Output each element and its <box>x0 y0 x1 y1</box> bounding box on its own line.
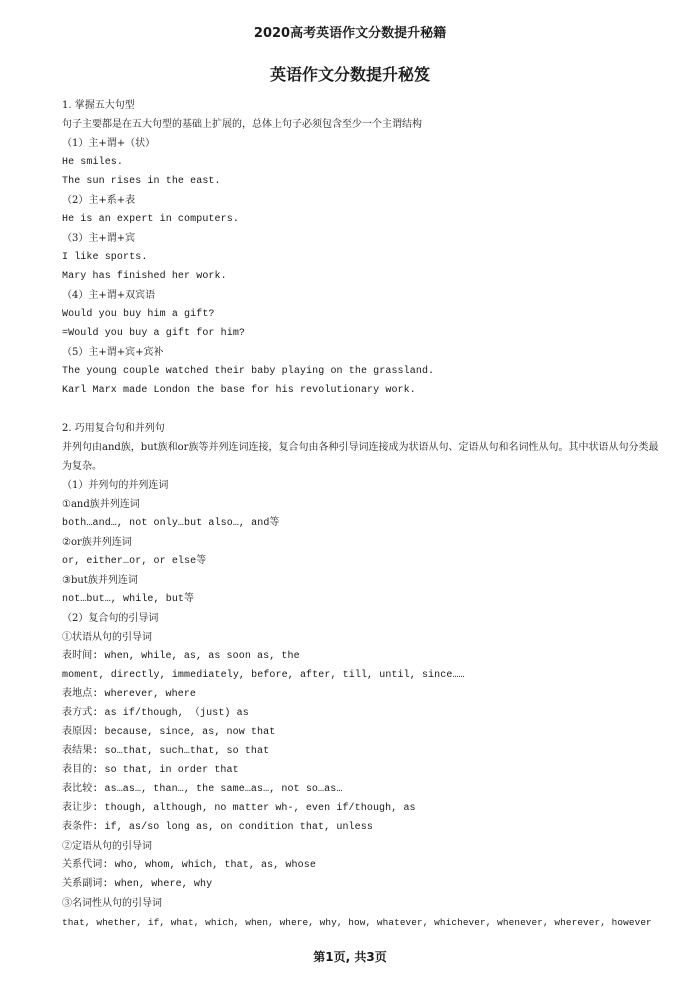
or-group-words: or, either…or, or else等 <box>62 556 207 567</box>
pattern-2-example-1: He is an expert in computers. <box>62 214 239 225</box>
pattern-5-example-2: Karl Marx made London the base for his revolutionary work. <box>62 385 416 396</box>
result-connectives: 表结果: so…that, such…that, so that <box>62 746 270 757</box>
pattern-5-label: （5）主+谓+宾+宾补 <box>62 347 164 358</box>
but-group-label: ③but族并列连词 <box>62 575 138 586</box>
manner-connectives: 表方式: as if/though, （just) as <box>62 708 249 719</box>
pattern-4-example-2: =Would you buy a gift for him? <box>62 328 246 339</box>
relative-adverbs: 关系副词: when, where, why <box>62 879 213 890</box>
and-group-label: ①and族并列连词 <box>62 499 140 510</box>
pattern-1-label: （1）主+谓+（状） <box>62 138 156 149</box>
attributive-clause-label: ②定语从句的引导词 <box>62 841 152 852</box>
section-2-heading: 2. 巧用复合句和并列句 <box>62 423 165 434</box>
and-group-words: both…and…, not only…but also…, and等 <box>62 518 280 529</box>
pattern-3-example-2: Mary has finished her work. <box>62 271 227 282</box>
time-connectives-line-2: moment, directly, immediately, before, after, till, until, since…… <box>62 670 465 681</box>
document-title: 英语作文分数提升秘笈 <box>269 65 430 84</box>
document-body <box>62 96 662 932</box>
section-2-intro: 并列句由and族，but族和or族等并列连词连接，复合句由各种引导词连接成为状语从句、定语从句和名词性从句。其中状语从句分类最为复杂。 <box>62 442 659 472</box>
pattern-3-label: （3）主+谓+宾 <box>62 233 136 244</box>
pattern-4-example-1: Would you buy him a gift? <box>62 309 215 320</box>
pattern-3-example-1: I like sports. <box>62 252 148 263</box>
document-header: 2020高考英语作文分数提升秘籍 <box>253 26 447 41</box>
pattern-2-label: （2）主+系+表 <box>62 195 136 206</box>
adverbial-clause-label: ①状语从句的引导词 <box>62 632 152 643</box>
time-connectives-line-1: 表时间: when, while, as, as soon as, the <box>62 651 300 662</box>
pattern-1-example-2: The sun rises in the east. <box>62 176 221 187</box>
pattern-4-label: （4）主+谓+双宾语 <box>62 290 156 301</box>
section-1-intro: 句子主要都是在五大句型的基础上扩展的，总体上句子必须包含至少一个主谓结构 <box>62 119 422 130</box>
noun-clause-connectives: that, whether, if, what, which, when, where, why, how, whatever, whichever, whenever, wherever, however <box>62 917 652 928</box>
page-footer: 第1页, 共3页 <box>313 950 387 964</box>
purpose-connectives: 表目的: so that, in order that <box>62 765 239 776</box>
or-group-label: ②or族并列连词 <box>62 537 132 548</box>
section-spacer <box>62 400 662 419</box>
section-1-heading: 1. 掌握五大句型 <box>62 100 135 111</box>
reason-connectives: 表原因: because, since, as, now that <box>62 727 276 738</box>
but-group-words: not…but…, while, but等 <box>62 594 195 605</box>
pattern-1-example-1: He smiles. <box>62 157 124 168</box>
pattern-5-example-1: The young couple watched their baby playing on the grassland. <box>62 366 435 377</box>
complex-sentence-label: （2）复合句的引导词 <box>62 613 159 624</box>
noun-clause-label: ③名词性从句的引导词 <box>62 898 162 909</box>
relative-pronouns: 关系代词: who, whom, which, that, as, whose <box>62 860 316 871</box>
place-connectives: 表地点: wherever, where <box>62 689 197 700</box>
comparison-connectives: 表比较: as…as…, than…, the same…as…, not so…as… <box>62 784 343 795</box>
concession-connectives: 表让步: though, although, no matter wh-, even if/though, as <box>62 803 416 814</box>
coordinate-conjunctions-label: （1）并列句的并列连词 <box>62 480 169 491</box>
condition-connectives: 表条件: if, as/so long as, on condition that, unless <box>62 822 373 833</box>
